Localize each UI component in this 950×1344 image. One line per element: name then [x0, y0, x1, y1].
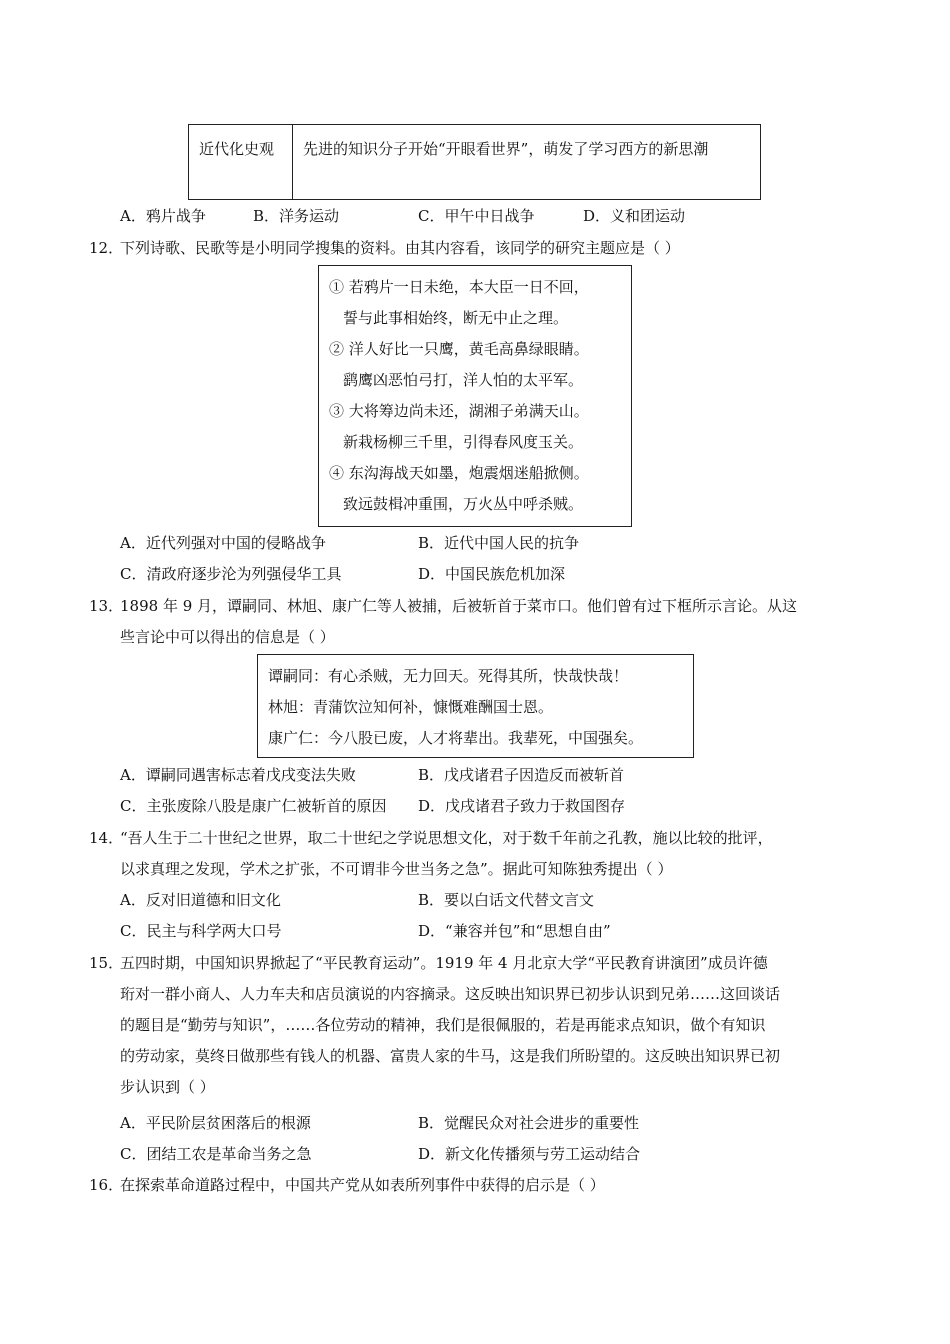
q15-number: 15．: [89, 954, 124, 972]
intro-table-left-cell: 近代化史观: [189, 125, 293, 199]
q15-stem-line: 珩对一群小商人、人力车夫和店员演说的内容摘录。这反映出知识界已初步认识到兄弟……这回谈话: [120, 985, 781, 1003]
q11-option-a[interactable]: A．鸦片战争: [120, 207, 206, 225]
poem-line: ③ 大将筹边尚未还，湖湘子弟满天山。: [329, 402, 589, 420]
quote-line: 谭嗣同：有心杀贼，无力回天。死得其所，快哉快哉！: [268, 667, 629, 685]
q15-option-d[interactable]: D．新文化传播须与劳工运动结合: [418, 1145, 641, 1163]
q14-option-d[interactable]: D．“兼容并包”和“思想自由”: [418, 922, 611, 940]
q14-option-a[interactable]: A．反对旧道德和旧文化: [120, 891, 281, 909]
q16-number: 16．: [89, 1176, 124, 1194]
q15-stem-line: 五四时期，中国知识界掀起了“平民教育运动”。1919 年 4 月北京大学“平民教育讲演团”成员许德: [120, 954, 768, 972]
poem-line: 新栽杨柳三千里，引得春风度玉关。: [343, 433, 584, 451]
q12-number: 12．: [89, 239, 124, 257]
q13-option-c[interactable]: C．主张废除八股是康广仁被斩首的原因: [120, 797, 387, 815]
poem-line: ② 洋人好比一只鹰，黄毛高鼻绿眼睛。: [329, 340, 589, 358]
q12-option-b[interactable]: B．近代中国人民的抗争: [418, 534, 580, 552]
intro-table: [188, 124, 761, 200]
q15-stem-line: 步认识到（ ）: [120, 1078, 215, 1096]
q14-option-b[interactable]: B．要以白话文代替文言文: [418, 891, 595, 909]
q13-quote-box: [257, 654, 694, 758]
q16-stem: 在探索革命道路过程中，中国共产党从如表所列事件中获得的启示是（ ）: [120, 1176, 605, 1194]
q12-poem-box: [318, 265, 632, 527]
q15-stem-line: 的题目是“勤劳与知识”，……各位劳动的精神，我们是很佩服的，若是再能求点知识，做个有知识: [120, 1016, 766, 1034]
q12-option-a[interactable]: A．近代列强对中国的侵略战争: [120, 534, 326, 552]
q15-stem-line: 的劳动家，莫终日做那些有钱人的机器、富贵人家的牛马，这是我们所盼望的。这反映出知识界已初: [120, 1047, 781, 1065]
q15-option-b[interactable]: B．觉醒民众对社会进步的重要性: [418, 1114, 640, 1132]
quote-line: 林旭：青蒲饮泣知何补，慷慨难酬国士恩。: [268, 698, 554, 716]
q14-option-c[interactable]: C．民主与科学两大口号: [120, 922, 282, 940]
q13-stem-line1: 1898 年 9 月，谭嗣同、林旭、康广仁等人被捕，后被斩首于菜市口。他们曾有过下框所示言论。从这: [120, 597, 798, 615]
poem-line: ④ 东沟海战天如墨，炮震烟迷船掀侧。: [329, 464, 589, 482]
q15-option-a[interactable]: A．平民阶层贫困落后的根源: [120, 1114, 311, 1132]
q12-option-d[interactable]: D．中国民族危机加深: [418, 565, 566, 583]
q13-number: 13．: [89, 597, 124, 615]
q12-option-c[interactable]: C．清政府逐步沦为列强侵华工具: [120, 565, 342, 583]
quote-line: 康广仁：今八股已废，人才将辈出。我辈死，中国强矣。: [268, 729, 644, 747]
q13-option-a[interactable]: A．谭嗣同遇害标志着戊戌变法失败: [120, 766, 356, 784]
q11-option-b[interactable]: B．洋务运动: [253, 207, 340, 225]
q11-option-c[interactable]: C．甲午中日战争: [418, 207, 535, 225]
q14-stem-line2: 以求真理之发现，学术之扩张，不可谓非今世当务之急”。据此可知陈独秀提出（ ）: [120, 860, 673, 878]
q14-stem-line1: “吾人生于二十世纪之世界，取二十世纪之学说思想文化，对于数千年前之孔教，施以比较的批评，: [120, 829, 773, 847]
poem-line: 致远鼓楫冲重围，万火丛中呼杀贼。: [343, 495, 584, 513]
q11-option-d[interactable]: D．义和团运动: [583, 207, 686, 225]
q15-option-c[interactable]: C．团结工农是革命当务之急: [120, 1145, 312, 1163]
q14-number: 14．: [89, 829, 124, 847]
poem-line: 鹞鹰凶恶怕弓打，洋人怕的太平军。: [343, 371, 584, 389]
q13-option-b[interactable]: B．戊戌诸君子因造反而被斩首: [418, 766, 625, 784]
q13-stem-line2: 些言论中可以得出的信息是（ ）: [120, 628, 335, 646]
q13-option-d[interactable]: D．戊戌诸君子致力于救国图存: [418, 797, 626, 815]
poem-line: 誓与此事相始终，断无中止之理。: [343, 309, 569, 327]
poem-line: ① 若鸦片一日未绝，本大臣一日不回，: [329, 278, 589, 296]
intro-table-right-cell: 先进的知识分子开始“开眼看世界”，萌发了学习西方的新思潮: [303, 140, 709, 158]
q12-stem: 下列诗歌、民歌等是小明同学搜集的资料。由其内容看，该同学的研究主题应是（ ）: [120, 239, 680, 257]
